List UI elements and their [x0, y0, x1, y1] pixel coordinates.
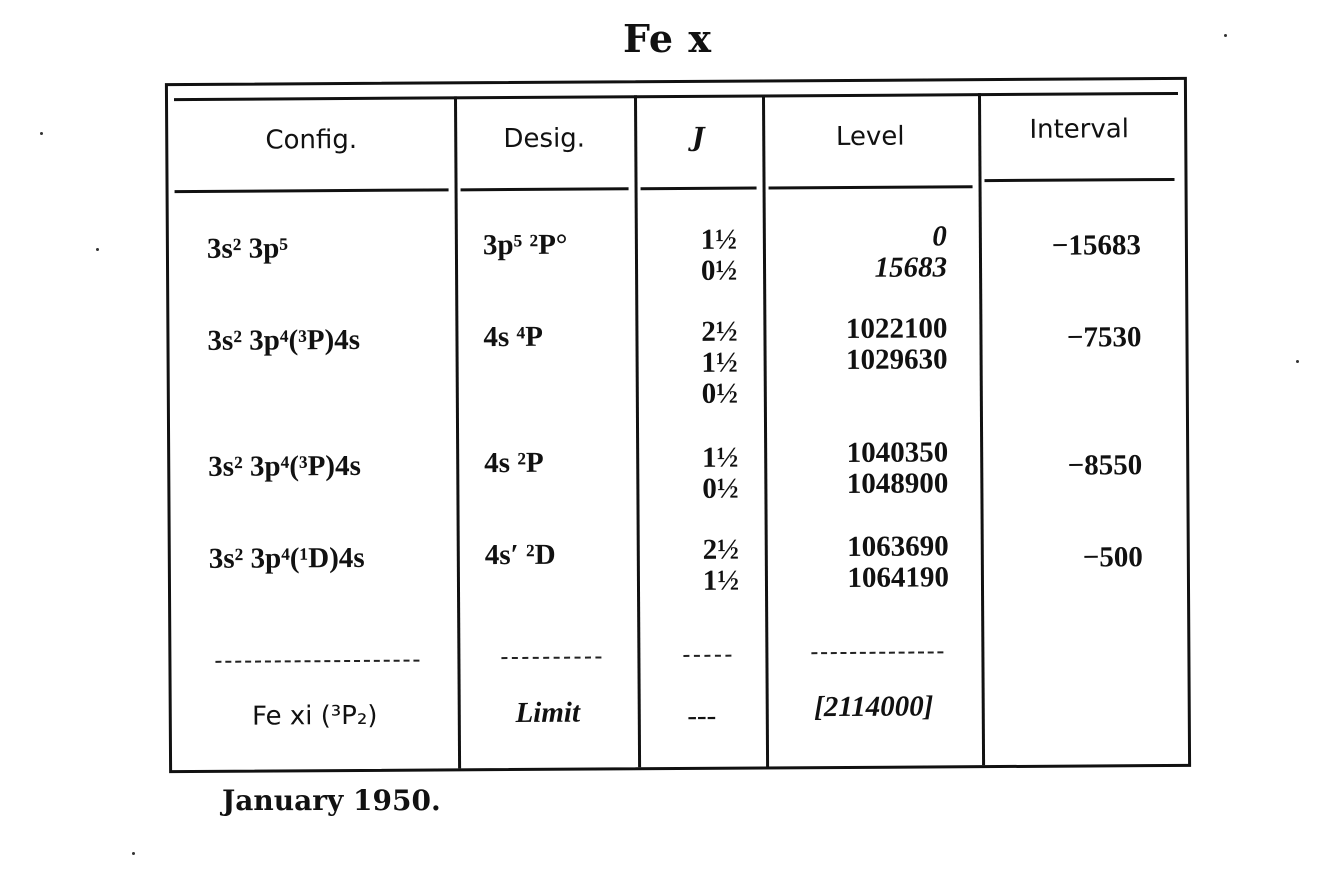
- row-interval: −500: [1082, 541, 1143, 574]
- row-level: 1040350: [846, 436, 949, 469]
- row-desig: 4s′ ²D: [484, 538, 556, 572]
- row-config: 3s² 3p⁴(³P)4s: [207, 323, 361, 357]
- header-rule: [641, 187, 757, 191]
- row-j: 0½: [701, 377, 739, 410]
- header-rule: [985, 178, 1175, 182]
- header-interval: Interval: [1029, 114, 1130, 145]
- row-level: 1048900: [846, 467, 949, 500]
- row-desig: 4s ⁴P: [483, 320, 544, 354]
- row-config: 3s² 3p⁴(¹D)4s: [208, 541, 365, 575]
- scan-speck: [1296, 360, 1299, 363]
- row-interval: −8550: [1067, 449, 1143, 482]
- row-config: 3s² 3p⁴(³P)4s: [208, 449, 361, 483]
- scan-speck: [96, 248, 99, 251]
- row-level: 0: [932, 220, 947, 253]
- row-j: 1½: [702, 564, 740, 597]
- scan-speck: [1224, 34, 1227, 37]
- row-desig: 4s ²P: [484, 446, 544, 480]
- header-desig: Desig.: [503, 123, 586, 155]
- row-level: 1022100: [845, 312, 948, 345]
- row-interval: −15683: [1051, 229, 1142, 262]
- row-j: 1½: [700, 223, 738, 256]
- row-j: 1½: [701, 441, 739, 474]
- table-top-rule: [174, 92, 1178, 101]
- header-level: Level: [835, 121, 905, 153]
- column-divider: [454, 96, 461, 768]
- header-config: Config.: [265, 124, 358, 156]
- row-level: 1064190: [847, 561, 950, 594]
- row-desig: 3p⁵ ²P°: [482, 228, 568, 262]
- row-j: 0½: [702, 472, 739, 505]
- scan-speck: [40, 132, 43, 135]
- row-level: 1029630: [846, 343, 948, 376]
- limit-j: ---: [687, 699, 717, 732]
- row-interval: −7530: [1066, 321, 1142, 354]
- column-divider: [762, 94, 769, 766]
- limit-level: [2114000]: [814, 690, 934, 724]
- dashed-separator: [683, 655, 731, 657]
- date-footer: January 1950.: [222, 784, 441, 817]
- row-j: 2½: [701, 315, 738, 348]
- column-divider: [978, 93, 985, 765]
- header-j: J: [691, 122, 705, 153]
- row-j: 2½: [702, 533, 739, 566]
- row-j: 1½: [701, 346, 738, 379]
- header-rule: [769, 185, 973, 189]
- levels-table: [165, 77, 1191, 773]
- dashed-separator: [501, 656, 601, 659]
- header-rule: [461, 187, 629, 191]
- table-title: Fe x: [623, 16, 712, 61]
- row-level: 1063690: [847, 530, 949, 563]
- column-divider: [634, 95, 641, 767]
- row-level: 15683: [874, 251, 948, 284]
- dashed-separator: [811, 651, 943, 654]
- header-rule: [175, 188, 449, 193]
- limit-desig: Limit: [515, 696, 581, 729]
- dashed-separator: [215, 660, 419, 663]
- scan-speck: [132, 852, 135, 855]
- row-config: 3s² 3p⁵: [206, 232, 289, 265]
- limit-config: Fe xi (³P₂): [251, 700, 378, 732]
- row-j: 0½: [700, 254, 738, 287]
